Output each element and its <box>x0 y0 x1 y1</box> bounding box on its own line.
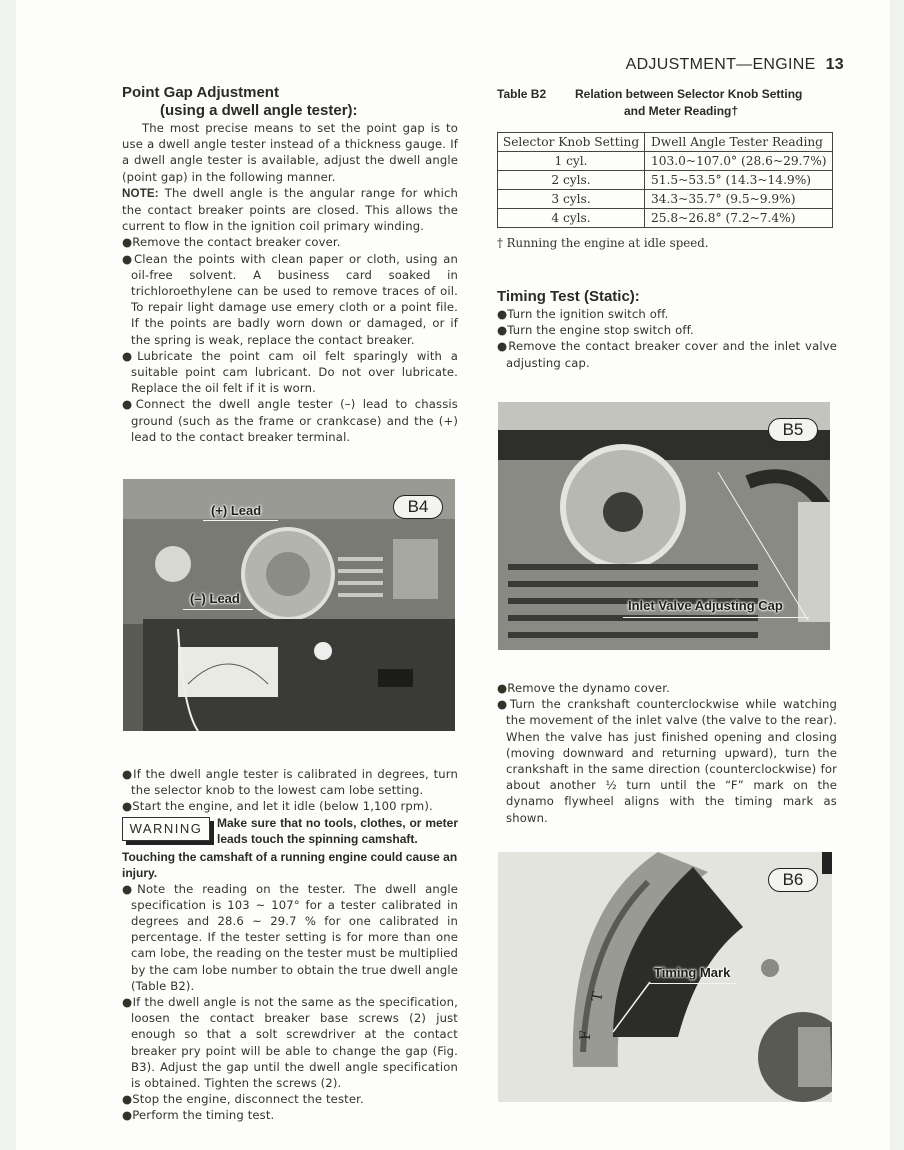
note-text: The dwell angle is the angular range for which the contact breaker points are closed. This allows the current to flow in the ignition coil primary winding. <box>122 185 458 234</box>
timing-test-heading: Timing Test (Static): <box>497 288 640 305</box>
running-head <box>600 56 844 74</box>
figure-label-b6: B6 <box>768 868 818 892</box>
table-caption-line2: and Meter Reading† <box>624 104 739 118</box>
step-stop-engine: ●Stop the engine, disconnect the tester. <box>122 1092 364 1107</box>
flywheel-t-mark: T <box>589 990 607 1003</box>
step-connect-tester: ●Connect the dwell angle tester (–) lead to chassis ground (such as the frame or crankcase) and the (+) lead to the contact breaker terminal. <box>122 397 458 444</box>
table-header-row <box>498 133 833 152</box>
figure-label-b5: B5 <box>768 418 818 442</box>
table-row <box>498 152 833 171</box>
table-caption <box>497 86 837 120</box>
step-ignition-off: ●Turn the ignition switch off. <box>497 307 669 321</box>
table-header: Selector Knob Setting <box>498 133 645 152</box>
callout-timing-mark: Timing Mark <box>654 965 731 980</box>
step-note-reading: ●Note the reading on the tester. The dwell angle specification is 103 ~ 107° for a tester calibrated in degrees and 28.6 ~ 29.7 % for one calibrated in percentage. If the tester setting is for more than one cam lobe, the reading on the tester must be multiplied by the cam lobe number to obtain the true dwell angle (Table B2). <box>122 881 458 993</box>
table-cell: 25.8~26.8° (7.2~7.4%) <box>645 209 833 228</box>
table-cell: 34.3~35.7° (9.5~9.9%) <box>645 190 833 209</box>
table-cell: 1 cyl. <box>498 152 645 171</box>
callout-minus-lead: (–) Lead <box>190 591 240 606</box>
table-row <box>498 209 833 228</box>
step-remove-dynamo-cover: ●Remove the dynamo cover. <box>497 681 670 695</box>
section-heading: Point Gap Adjustment <box>122 84 279 101</box>
left-column-bottom <box>122 766 458 1124</box>
leader-line-inlet <box>623 617 809 618</box>
step-remove-cover-cap: ●Remove the contact breaker cover and the inlet valve adjusting cap. <box>497 339 837 370</box>
step-engine-stop-off: ●Turn the engine stop switch off. <box>497 323 694 338</box>
right-column-mid <box>497 680 837 826</box>
table-row <box>498 190 833 209</box>
page-number: 13 <box>825 56 844 73</box>
callout-plus-lead: (+) Lead <box>211 503 262 518</box>
figure-b6-photo <box>498 852 832 1102</box>
dwell-angle-table <box>497 132 833 228</box>
table-label: Table B2 <box>497 87 547 101</box>
table-row <box>498 171 833 190</box>
note-label: NOTE: <box>122 186 159 200</box>
step-clean-points: ●Clean the points with clean paper or cloth, using an oil-free solvent. A business card soaked in trichloroethylene can be used to remove traces of oil. To repair light damage use emery cloth or a point file. If the points are badly worn down or damaged, or if the spring is weak, replace the contact breaker. <box>122 251 458 347</box>
page-edge-right <box>890 0 904 1150</box>
section-subheading: (using a dwell angle tester): <box>160 102 358 119</box>
table-cell: 103.0~107.0° (28.6~29.7%) <box>645 152 833 171</box>
warning-continuation: Touching the camshaft of a running engine could cause an injury. <box>122 849 458 880</box>
step-perform-timing-test: ●Perform the timing test. <box>122 1108 275 1123</box>
right-column-top <box>497 86 837 250</box>
step-turn-crankshaft: ●Turn the crankshaft counterclockwise while watching the movement of the inlet valve (the valve to the rear). When the valve has just finished opening and closing (moving downward and returning upward), turn the crankshaft in the same direction (counterclockwise) for about another ½ turn until the “F” mark on the dynamo flywheel aligns with the timing mark as shown. <box>497 697 837 825</box>
left-column-top <box>122 84 458 445</box>
table-caption-line1: Relation between Selector Knob Setting <box>575 87 803 101</box>
figure-label-b4: B4 <box>393 495 443 519</box>
timing-test-section <box>497 288 837 371</box>
leader-line-plus <box>203 520 278 521</box>
note-paragraph <box>122 185 458 235</box>
section-title: ADJUSTMENT—ENGINE <box>625 56 816 73</box>
flywheel-f-mark: F <box>578 1030 594 1040</box>
page-edge-left <box>0 0 16 1150</box>
warning-block <box>122 815 458 849</box>
step-remove-cover: ●Remove the contact breaker cover. <box>122 235 341 250</box>
table-cell: 2 cyls. <box>498 171 645 190</box>
table-cell: 51.5~53.5° (14.3~14.9%) <box>645 171 833 190</box>
leader-line-minus <box>183 609 253 610</box>
intro-paragraph: The most precise means to set the point gap is to use a dwell angle tester instead of a thickness gauge. If a dwell angle tester is available, adjust the dwell angle (point gap) in the following manner. <box>122 121 458 184</box>
leader-line-timing <box>650 983 736 984</box>
step-selector-knob: ●If the dwell angle tester is calibrated in degrees, turn the selector knob to the lowest cam lobe setting. <box>122 767 458 798</box>
step-adjust-gap: ●If the dwell angle is not the same as the specification, loosen the contact breaker base screws (2) just enough so that a solt screwdriver at the contact breaker pry point will be able to change the gap (Fig. B3). Adjust the gap until the dwell angle specification is obtained. Tighten the screws (2). <box>122 995 458 1091</box>
figure-b5-photo <box>498 402 830 650</box>
table-footnote: † Running the engine at idle speed. <box>497 236 709 250</box>
table-cell: 4 cyls. <box>498 209 645 228</box>
table-cell: 3 cyls. <box>498 190 645 209</box>
step-start-engine: ●Start the engine, and let it idle (below 1,100 rpm). <box>122 799 433 814</box>
step-lubricate: ●Lubricate the point cam oil felt sparingly with a suitable point cam lubricant. Do not over lubricate. Replace the oil felt if it is worn. <box>122 348 458 396</box>
figure-b4-photo <box>123 479 455 731</box>
table-header: Dwell Angle Tester Reading <box>645 133 833 152</box>
warning-label: WARNING <box>122 817 210 841</box>
warning-text: Make sure that no tools, clothes, or meter leads touch the spinning camshaft. <box>217 815 458 846</box>
callout-inlet-valve-cap: Inlet Valve Adjusting Cap <box>628 598 783 613</box>
